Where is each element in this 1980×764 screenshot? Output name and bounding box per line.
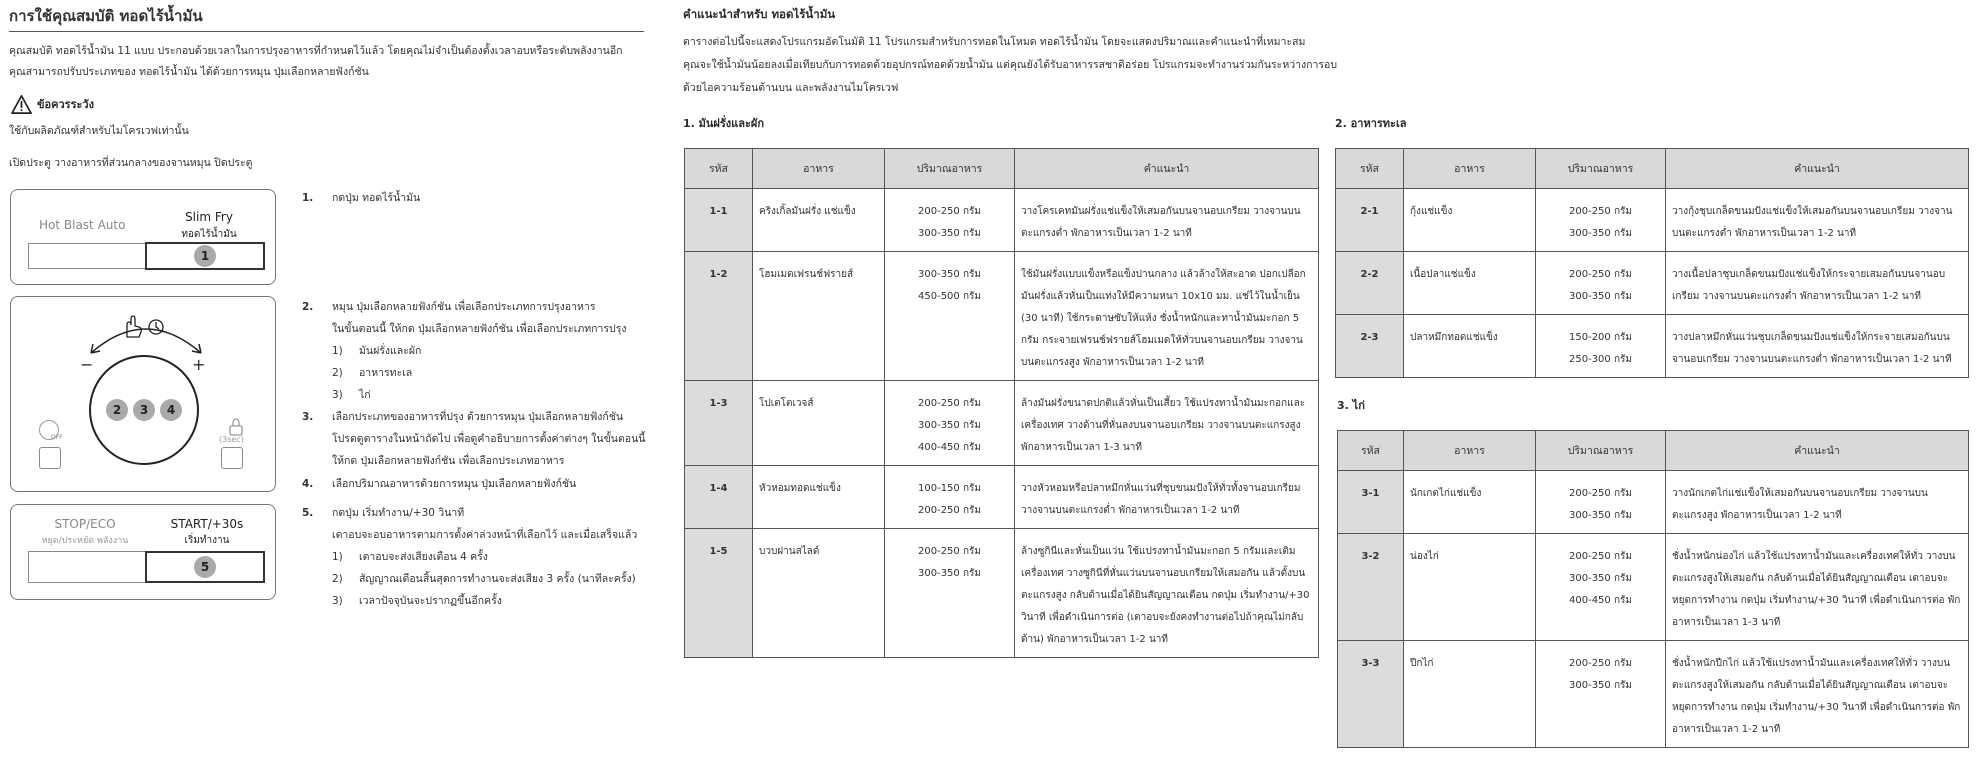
table-row bbox=[685, 466, 1319, 529]
header-advice: คำแนะนำ bbox=[1666, 149, 1969, 189]
amount-value: 200-250 กรัม bbox=[1569, 488, 1632, 499]
step-3-line-1: เลือกประเภทของอาหารที่ปรุง ด้วยการหมุน ปุ่มเลือกหลายฟังก์ชัน bbox=[332, 411, 624, 423]
amount-value: 300-350 กรัม bbox=[1569, 510, 1632, 521]
step-5-line-1: กดปุ่ม เริ่มทำงาน/+30 วินาที bbox=[332, 507, 465, 519]
row-code: 3-1 bbox=[1338, 471, 1404, 534]
amount-value: 300-350 กรัม bbox=[1569, 573, 1632, 584]
row-amounts bbox=[1536, 315, 1666, 378]
table-seafood bbox=[1335, 148, 1969, 378]
step-5-sub-1: เตาอบจะส่งเสียงเตือน 4 ครั้ง bbox=[359, 551, 488, 563]
caution-heading bbox=[11, 94, 94, 114]
row-advice: ล้างมันฝรั่งขนาดปกติแล้วหั่นเป็นเสี้ยว ใช้แปรงทาน้ำมันมะกอกและเครื่องเทศ วางด้านที่หั่นลงบนจานอบเกรียม วางจานบนตะแกรงสูง พักอาหารเป็นเวลา 1-3 นาที bbox=[1015, 381, 1319, 466]
step-2-sub-3: ไก่ bbox=[359, 389, 371, 401]
amount-value: 150-200 กรัม bbox=[1569, 332, 1632, 343]
row-advice: ใช้มันฝรั่งแบบแข็งหรือแข็งปานกลาง แล้วล้างให้สะอาด ปอกเปลือกมันฝรั่งแล้วหั่นเป็นแท่งให้มีความหนา 10x10 มม. แช่ไว้ในน้ำเย็น (30 นาที) ใช้กระดาษซับให้แห้ง ชั่งน้ำหนักและทาน้ำมันมะกอก 5 กรัม กระจายเฟรนช์ฟรายส์โฮมเมดให้ทั่วบนจานอบเกรียม วางจานบนตะแกรงสูง พักอาหารเป็นเวลา 1-2 นาที bbox=[1015, 252, 1319, 381]
sub-number: 1) bbox=[332, 345, 343, 357]
row-food: กุ้งแช่แข็ง bbox=[1404, 189, 1536, 252]
hot-blast-auto-label: Hot Blast Auto bbox=[39, 218, 126, 232]
table-row bbox=[685, 189, 1319, 252]
header-advice: คำแนะนำ bbox=[1015, 149, 1319, 189]
header-food: อาหาร bbox=[1404, 149, 1536, 189]
header-amount: ปริมาณอาหาร bbox=[1536, 149, 1666, 189]
header-food: อาหาร bbox=[1404, 431, 1536, 471]
row-amounts bbox=[885, 466, 1015, 529]
open-door-text: เปิดประตู วางอาหารที่ส่วนกลางของจานหมุน ปิดประตู bbox=[9, 157, 253, 169]
step-number: 4. bbox=[302, 478, 314, 490]
step-badge-2: 2 bbox=[106, 399, 128, 421]
recommendations-desc-3: ด้วยไอความร้อนด้านบน และพลังงานไมโครเวฟ bbox=[683, 82, 899, 94]
step-number: 3. bbox=[302, 411, 314, 423]
dial-panel bbox=[10, 296, 276, 492]
header-amount: ปริมาณอาหาร bbox=[1536, 431, 1666, 471]
amount-value: 200-250 กรัม bbox=[1569, 551, 1632, 562]
amount-value: 250-300 กรัม bbox=[1569, 354, 1632, 365]
section-2-title: 2. อาหารทะเล bbox=[1335, 117, 1407, 130]
step-1-text: กดปุ่ม ทอดไร้น้ำมัน bbox=[332, 192, 421, 204]
row-food: ปลาหมึกทอดแช่แข็ง bbox=[1404, 315, 1536, 378]
intro-line-2: คุณสามารถปรับประเภทของ ทอดไร้น้ำมัน ได้ด้วยการหมุน ปุ่มเลือกหลายฟังก์ชัน bbox=[9, 66, 369, 78]
page-title: การใช้คุณสมบัติ ทอดไร้น้ำมัน bbox=[9, 7, 203, 25]
amount-value: 300-350 กรัม bbox=[918, 568, 981, 579]
step-5-line-2: เตาอบจะอบอาหารตามการตั้งค่าล่วงหน้าที่เลือกไว้ และเมื่อเสร็จแล้ว bbox=[332, 529, 638, 541]
table-header-row bbox=[685, 149, 1319, 189]
amount-value: 200-250 กรัม bbox=[918, 505, 981, 516]
sub-number: 2) bbox=[332, 573, 343, 585]
row-amounts bbox=[1536, 252, 1666, 315]
row-amounts bbox=[1536, 189, 1666, 252]
header-code: รหัส bbox=[685, 149, 753, 189]
header-code: รหัส bbox=[1338, 431, 1404, 471]
sub-number: 3) bbox=[332, 389, 343, 401]
step-2-sub-2: อาหารทะเล bbox=[359, 367, 413, 379]
row-food: คริงเกิ้ลมันฝรั่ง แช่แข็ง bbox=[753, 189, 885, 252]
section-3-title: 3. ไก่ bbox=[1337, 399, 1365, 412]
table-chicken bbox=[1337, 430, 1969, 748]
intro-line-1: คุณสมบัติ ทอดไร้น้ำมัน 11 แบบ ประกอบด้วยเวลาในการปรุงอาหารที่กำหนดไว้แล้ว โดยคุณไม่จำเป็นต้องตั้งเวลาอบหรือระดับพลังงานอีก bbox=[9, 45, 623, 57]
table-potatoes-vegetables bbox=[684, 148, 1319, 658]
row-food: บวบฝานสไลด์ bbox=[753, 529, 885, 658]
header-code: รหัส bbox=[1336, 149, 1404, 189]
row-food: เนื้อปลาแช่แข็ง bbox=[1404, 252, 1536, 315]
amount-value: 300-350 กรัม bbox=[918, 420, 981, 431]
step-4-text: เลือกปริมาณอาหารด้วยการหมุน ปุ่มเลือกหลายฟังก์ชัน bbox=[332, 478, 577, 490]
row-advice: วางหัวหอมหรือปลาหมึกหั่นแว่นที่ชุบขนมปังให้ทั่วทั้งจานอบเกรียม วางจานบนตะแกรงต่ำ พักอาหารเป็นเวลา 1-2 นาที bbox=[1015, 466, 1319, 529]
row-code: 2-1 bbox=[1336, 189, 1404, 252]
step-2-sub-1: มันฝรั่งและผัก bbox=[359, 345, 422, 357]
table-row bbox=[1336, 189, 1969, 252]
row-code: 2-3 bbox=[1336, 315, 1404, 378]
step-badge-5: 5 bbox=[194, 556, 216, 578]
amount-value: 200-250 กรัม bbox=[1569, 269, 1632, 280]
lock-icon bbox=[226, 417, 246, 437]
step-2-line-2: ในขั้นตอนนี้ ให้กด ปุ่มเลือกหลายฟังก์ชัน เพื่อเลือกประเภทการปรุง bbox=[332, 323, 627, 335]
table-row bbox=[1336, 315, 1969, 378]
row-food: หัวหอมทอดแช่แข็ง bbox=[753, 466, 885, 529]
row-amounts bbox=[885, 381, 1015, 466]
start-label: START/+30s bbox=[170, 517, 244, 531]
hand-press-icon bbox=[119, 315, 145, 339]
amount-value: 200-250 กรัม bbox=[918, 206, 981, 217]
row-advice: วางปลาหมึกหั่นแว่นชุบเกล็ดขนมปังแช่แข็งให้กระจายเสมอกันบนจานอบเกรียม วางจานบนตะแกรงต่ำ พักอาหารเป็นเวลา 1-2 นาที bbox=[1666, 315, 1969, 378]
step-number: 5. bbox=[302, 507, 314, 519]
eco-off-button[interactable] bbox=[39, 447, 61, 469]
steps-list bbox=[302, 0, 646, 764]
amount-value: 300-350 กรัม bbox=[1569, 680, 1632, 691]
row-code: 1-2 bbox=[685, 252, 753, 381]
eco-off-label: OFF bbox=[51, 434, 63, 441]
row-code: 2-2 bbox=[1336, 252, 1404, 315]
table-row bbox=[685, 529, 1319, 658]
step-5-sub-2: สัญญาณเตือนสิ้นสุดการทำงานจะส่งเสียง 3 ครั้ง (นาทีละครั้ง) bbox=[359, 573, 636, 585]
recommendations-desc-2: คุณจะใช้น้ำมันน้อยลงเมื่อเทียบกับการทอดด้วยอุปกรณ์ทอดด้วยน้ำมัน แต่คุณยังได้รับอาหารรสชาติอร่อย โปรแกรมจะทำงานร่วมกันระหว่างการอบ bbox=[683, 59, 1338, 71]
row-amounts bbox=[1536, 641, 1666, 748]
step-number: 1. bbox=[302, 192, 314, 204]
hot-blast-auto-button[interactable] bbox=[28, 243, 152, 269]
minus-sign: − bbox=[80, 355, 94, 374]
row-advice: วางโครเคทมันฝรั่งแช่แข็งให้เสมอกันบนจานอบเกรียม วางจานบนตะแกรงต่ำ พักอาหารเป็นเวลา 1-2 นาที bbox=[1015, 189, 1319, 252]
step-3-line-3: ให้กด ปุ่มเลือกหลายฟังก์ชัน เพื่อเลือกประเภทอาหาร bbox=[332, 455, 565, 467]
warning-icon bbox=[11, 95, 32, 114]
row-food: น่องไก่ bbox=[1404, 534, 1536, 641]
stop-eco-label: STOP/ECO bbox=[54, 517, 116, 531]
amount-value: 300-350 กรัม bbox=[918, 228, 981, 239]
dial-rotate-arrow bbox=[71, 311, 221, 361]
recommendations-title: คำแนะนำสำหรับ ทอดไร้น้ำมัน bbox=[683, 7, 836, 21]
row-advice: วางนักเกตไก่แช่แข็งให้เสมอกันบนจานอบเกรียม วางจานบนตะแกรงสูง พักอาหารเป็นเวลา 1-2 นาที bbox=[1666, 471, 1969, 534]
row-food: โปเตโตเวจส์ bbox=[753, 381, 885, 466]
row-advice: วางกุ้งชุบเกล็ดขนมปังแช่แข็งให้เสมอกันบนจานอบเกรียม วางจานบนตะแกรงต่ำ พักอาหารเป็นเวลา 1-2 นาที bbox=[1666, 189, 1969, 252]
row-food: นักเกตไก่แช่แข็ง bbox=[1404, 471, 1536, 534]
table-row bbox=[1338, 641, 1969, 748]
amount-value: 200-250 กรัม bbox=[918, 546, 981, 557]
table-row bbox=[1336, 252, 1969, 315]
row-amounts bbox=[885, 529, 1015, 658]
amount-value: 300-350 กรัม bbox=[918, 269, 981, 280]
amount-value: 450-500 กรัม bbox=[918, 291, 981, 302]
table-header-row bbox=[1336, 149, 1969, 189]
amount-value: 200-250 กรัม bbox=[1569, 206, 1632, 217]
row-code: 3-3 bbox=[1338, 641, 1404, 748]
slim-fry-label: Slim Fry bbox=[185, 210, 233, 224]
header-advice: คำแนะนำ bbox=[1666, 431, 1969, 471]
row-advice: ชั่งน้ำหนักน่องไก่ แล้วใช้แปรงทาน้ำมันและเครื่องเทศให้ทั่ว วางบนตะแกรงสูงให้เสมอกัน กลับด้านเมื่อได้ยินสัญญาณเตือน เตาอบจะหยุดการทำงาน กดปุ่ม เริ่มทำงาน/+30 วินาที เพื่อดำเนินการต่อ พักอาหารเป็นเวลา 1-3 นาที bbox=[1666, 534, 1969, 641]
plus-sign: + bbox=[192, 355, 206, 374]
step-2-line-1: หมุน ปุ่มเลือกหลายฟังก์ชัน เพื่อเลือกประเภทการปรุงอาหาร bbox=[332, 301, 596, 313]
table-row bbox=[1338, 471, 1969, 534]
step-badge-4: 4 bbox=[160, 399, 182, 421]
row-amounts bbox=[1536, 534, 1666, 641]
row-amounts bbox=[885, 189, 1015, 252]
table-row bbox=[685, 381, 1319, 466]
step-3-line-2: โปรดดูตารางในหน้าถัดไป เพื่อดูคำอธิบายการตั้งค่าต่างๆ ในขั้นตอนนี้ bbox=[332, 433, 646, 445]
slim-fry-button[interactable] bbox=[145, 242, 265, 270]
row-code: 1-5 bbox=[685, 529, 753, 658]
row-code: 1-3 bbox=[685, 381, 753, 466]
row-code: 3-2 bbox=[1338, 534, 1404, 641]
header-food: อาหาร bbox=[753, 149, 885, 189]
slim-fry-panel bbox=[10, 189, 276, 285]
child-lock-button[interactable] bbox=[221, 447, 243, 469]
table-row bbox=[685, 252, 1319, 381]
sub-number: 1) bbox=[332, 551, 343, 563]
row-food: ปีกไก่ bbox=[1404, 641, 1536, 748]
caution-title: ข้อควรระวัง bbox=[37, 98, 94, 111]
sub-number: 2) bbox=[332, 367, 343, 379]
sub-number: 3) bbox=[332, 595, 343, 607]
row-advice: ล้างซูกินีและหั่นเป็นแว่น ใช้แปรงทาน้ำมันมะกอก 5 กรัมและเติมเครื่องเทศ วางซูกินีที่หั่นแว่นบนจานอบเกรียมให้เสมอกัน แล้วตั้งบนตะแกรงสูง กลับด้านเมื่อได้ยินสัญญาณเตือน กดปุ่ม เริ่มทำงาน/+30 วินาที เพื่อดำเนินการต่อ (เตาอบจะยังคงทำงานต่อไปถ้าคุณไม่กลับด้าน) พักอาหารเป็นเวลา 1-2 นาที bbox=[1015, 529, 1319, 658]
step-5-sub-3: เวลาปัจจุบันจะปรากฏขึ้นอีกครั้ง bbox=[359, 595, 502, 607]
row-amounts bbox=[885, 252, 1015, 381]
caution-text: ใช้กับผลิตภัณฑ์สำหรับไมโครเวฟเท่านั้น bbox=[9, 125, 189, 137]
row-code: 1-1 bbox=[685, 189, 753, 252]
start-sub-label: เริ่มทำงาน bbox=[184, 535, 230, 546]
step-badge-1: 1 bbox=[194, 245, 216, 267]
amount-value: 200-250 กรัม bbox=[1569, 658, 1632, 669]
row-advice: วางเนื้อปลาชุบเกล็ดขนมปังแช่แข็งให้กระจายเสมอกันบนจานอบเกรียม วางจานบนตะแกรงต่ำ พักอาหารเป็นเวลา 1-2 นาที bbox=[1666, 252, 1969, 315]
slim-fry-sub-label: ทอดไร้น้ำมัน bbox=[181, 229, 237, 240]
section-1-title: 1. มันฝรั่งและผัก bbox=[683, 117, 765, 130]
amount-value: 300-350 กรัม bbox=[1569, 228, 1632, 239]
start-button[interactable] bbox=[145, 551, 265, 583]
table-row bbox=[1338, 534, 1969, 641]
header-amount: ปริมาณอาหาร bbox=[885, 149, 1015, 189]
amount-value: 400-450 กรัม bbox=[1569, 595, 1632, 606]
step-badge-3: 3 bbox=[133, 399, 155, 421]
row-food: โฮมเมดเฟรนช์ฟรายส์ bbox=[753, 252, 885, 381]
row-amounts bbox=[1536, 471, 1666, 534]
step-number: 2. bbox=[302, 301, 314, 313]
row-code: 1-4 bbox=[685, 466, 753, 529]
amount-value: 300-350 กรัม bbox=[1569, 291, 1632, 302]
recommendations-desc-1: ตารางต่อไปนี้จะแสดงโปรแกรมอัตโนมัติ 11 โปรแกรมสำหรับการทอดในโหมด ทอดไร้น้ำมัน โดยจะแสดงปริมาณและคำแนะนำที่เหมาะสม bbox=[683, 36, 1306, 48]
amount-value: 200-250 กรัม bbox=[918, 398, 981, 409]
clock-icon bbox=[147, 318, 165, 336]
table-header-row bbox=[1338, 431, 1969, 471]
start-stop-panel bbox=[10, 504, 276, 600]
multi-function-dial[interactable] bbox=[89, 355, 199, 465]
amount-value: 100-150 กรัม bbox=[918, 483, 981, 494]
stop-eco-sub-label: หยุด/ประหยัด พลังงาน bbox=[41, 536, 129, 546]
row-advice: ชั่งน้ำหนักปีกไก่ แล้วใช้แปรงทาน้ำมันและเครื่องเทศให้ทั่ว วางบนตะแกรงสูงให้เสมอกัน กลับด้านเมื่อได้ยินสัญญาณเตือน เตาอบจะหยุดการทำงาน กดปุ่ม เริ่มทำงาน/+30 วินาที เพื่อดำเนินการต่อ พักอาหารเป็นเวลา 1-2 นาที bbox=[1666, 641, 1969, 748]
amount-value: 400-450 กรัม bbox=[918, 442, 981, 453]
lock-hold-label: (3sec) bbox=[219, 435, 244, 444]
stop-eco-button[interactable] bbox=[28, 551, 152, 583]
